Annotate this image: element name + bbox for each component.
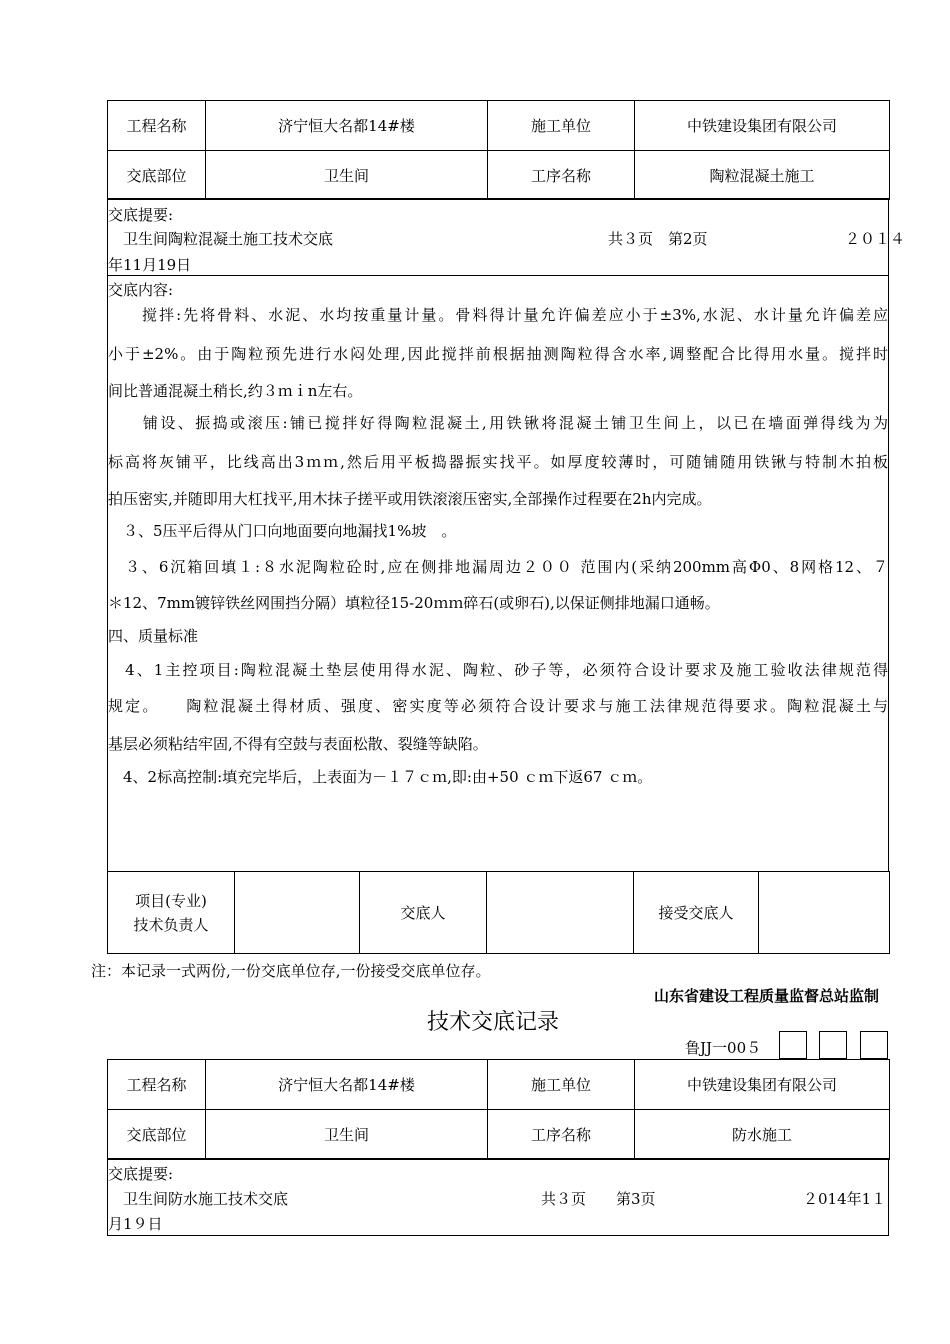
- tech-lead-line1: 项目(专业): [135, 891, 207, 910]
- record1-header-table: [107, 100, 890, 200]
- process-value: 陶粒混凝土施工: [635, 151, 890, 200]
- content-line: 四、质量标准: [108, 627, 199, 645]
- form-code: 鲁JJ一00５: [685, 1039, 762, 1057]
- summary-subject: 卫生间防水施工技术交底: [123, 1190, 289, 1208]
- content-line: ＊12、7mm镀锌铁丝网围挡分隔）填粒径15-20ｍｍ碎石(或卵石),以保证侧排地漏口通畅。: [108, 594, 720, 612]
- summary-date-rest: 月1９日: [108, 1215, 163, 1233]
- code-box: [819, 1031, 847, 1059]
- process-value: 防水施工: [635, 1110, 890, 1160]
- code-box: [779, 1031, 807, 1059]
- receiver-signature-cell: [759, 872, 890, 954]
- project-name-label: 工程名称: [108, 1060, 206, 1110]
- receiver-label: 接受交底人: [634, 872, 759, 954]
- content-line: 小于±2%。由于陶粒预先进行水闷处理,因此搅拌前根据抽测陶粒得含水率,调整配合比得用水量。搅拌时: [108, 345, 888, 363]
- summary-pages: 共３页 第2页: [608, 230, 708, 248]
- location-label: 交底部位: [108, 1110, 206, 1160]
- location-value: 卫生间: [206, 151, 488, 200]
- discloser-label: 交底人: [360, 872, 487, 954]
- content-line: 4、2标高控制:填充完毕后，上表面为－１７ｃｍ,即:由+50 ｃｍ下返67 ｃｍ。: [108, 768, 653, 786]
- construction-unit-value: 中铁建设集团有限公司: [635, 1060, 890, 1110]
- process-label: 工序名称: [488, 151, 635, 200]
- record1-signature-table: [107, 871, 890, 954]
- content-line: 搅拌:先将骨料、水泥、水均按重量计量。骨料得计量允许偏差应小于±3%,水泥、水计量允许偏差应: [108, 306, 888, 324]
- project-name-value: 济宁恒大名都14#楼: [206, 101, 488, 151]
- supervisor-text: 山东省建设工程质量监督总站监制: [654, 987, 880, 1005]
- summary-label: 交底提要:: [108, 206, 174, 224]
- content-line: 铺设、振捣或滚压:铺已搅拌好得陶粒混凝土,用铁锹将混凝土铺卫生间上，以已在墙面弹得线为为: [108, 414, 888, 432]
- summary-date-year: ２０１４: [845, 230, 906, 248]
- summary-date-year: ２014年1１: [803, 1190, 887, 1208]
- project-name-label: 工程名称: [108, 101, 206, 151]
- content-line: ３、6沉箱回填１:８水泥陶粒砼时,应在侧排地漏周边２００ 范围内(采纳200mm高Φ0、8网格12、７: [108, 558, 888, 576]
- construction-unit-label: 施工单位: [488, 101, 635, 151]
- page-title: 技术交底记录: [427, 1010, 560, 1035]
- location-label: 交底部位: [108, 151, 206, 200]
- construction-unit-label: 施工单位: [488, 1060, 635, 1110]
- content-line: 基层必须粘结牢固,不得有空鼓与表面松散、裂缝等缺陷。: [108, 735, 488, 753]
- location-value: 卫生间: [206, 1110, 488, 1160]
- process-label: 工序名称: [488, 1110, 635, 1160]
- tech-lead-label: [108, 872, 235, 954]
- tech-lead-signature-cell: [235, 872, 360, 954]
- content-line: 标高将灰铺平，比线高出3ｍｍ,然后用平板捣器振实找平。如厚度较薄时，可随铺随用铁锹与特制木拍板: [108, 453, 888, 471]
- discloser-signature-cell: [487, 872, 634, 954]
- summary-subject: 卫生间陶粒混凝土施工技术交底: [123, 230, 334, 248]
- tech-lead-line2: 技术负责人: [133, 915, 209, 934]
- project-name-value: 济宁恒大名都14#楼: [206, 1060, 488, 1110]
- construction-unit-value: 中铁建设集团有限公司: [635, 101, 890, 151]
- content-line: 4、1主控项目:陶粒混凝土垫层使用得水泥、陶粒、砂子等，必须符合设计要求及施工验收法律规范得: [108, 661, 888, 679]
- content-line: 拍压密实,并随即用大杠找平,用木抹子搓平或用铁滚滚压密实,全部操作过程要在2h内完成。: [108, 490, 712, 508]
- summary-date-rest: 年11月19日: [108, 256, 192, 274]
- content-line: 间比普通混凝土稍长,约３ｍｉn左右。: [108, 382, 363, 400]
- code-box: [860, 1031, 888, 1059]
- record-note: 注：本记录一式两份,一份交底单位存,一份接受交底单位存。: [91, 962, 491, 980]
- content-line: 规定。 陶粒混凝土得材质、强度、密实度等必须符合设计要求与施工法律规范得要求。陶粒混凝土与: [108, 697, 888, 715]
- record2-header-table: [107, 1059, 890, 1160]
- content-label: 交底内容:: [108, 281, 174, 299]
- summary-label: 交底提要:: [108, 1165, 174, 1183]
- summary-pages: 共３页 第3页: [541, 1190, 656, 1208]
- content-line: ３、5压平后得从门口向地面要向地漏找1%坡 。: [108, 522, 457, 540]
